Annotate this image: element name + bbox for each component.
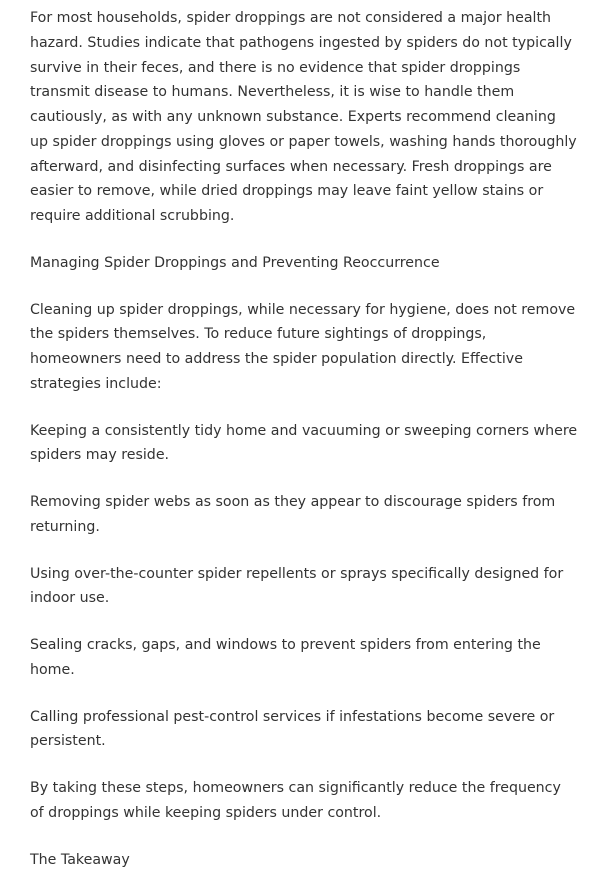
article-body [30, 6, 578, 872]
conclusion-paragraph: By taking these steps, homeowners can significantly reduce the frequency of droppings while keeping spiders under control. [30, 776, 578, 826]
strategy-item: Keeping a consistently tidy home and vacuuming or sweeping corners where spiders may reside. [30, 419, 578, 469]
intro-paragraph: For most households, spider droppings are not considered a major health hazard. Studies indicate that pathogens ingested by spiders do not typically survive in their feces, and there is no evidence that spider droppings transmit disease to humans. Nevertheless, it is wise to handle them cautiously, as with any unknown substance. Experts recommend cleaning up spider droppings using gloves or paper towels, washing hands thoroughly afterward, and disinfecting surfaces when necessary. Fresh droppings are easier to remove, while dried droppings may leave faint yellow stains or require additional scrubbing. [30, 6, 578, 229]
section-intro-paragraph: Cleaning up spider droppings, while necessary for hygiene, does not remove the spiders themselves. To reduce future sightings of droppings, homeowners need to address the spider population directly. Effective strategies include: [30, 298, 578, 397]
section-heading: Managing Spider Droppings and Preventing Reoccurrence [30, 251, 578, 276]
takeaway-heading: The Takeaway [30, 848, 578, 872]
strategy-item: Removing spider webs as soon as they appear to discourage spiders from returning. [30, 490, 578, 540]
strategy-item: Sealing cracks, gaps, and windows to prevent spiders from entering the home. [30, 633, 578, 683]
strategy-item: Calling professional pest-control services if infestations become severe or persistent. [30, 705, 578, 755]
strategy-item: Using over-the-counter spider repellents or sprays specifically designed for indoor use. [30, 562, 578, 612]
